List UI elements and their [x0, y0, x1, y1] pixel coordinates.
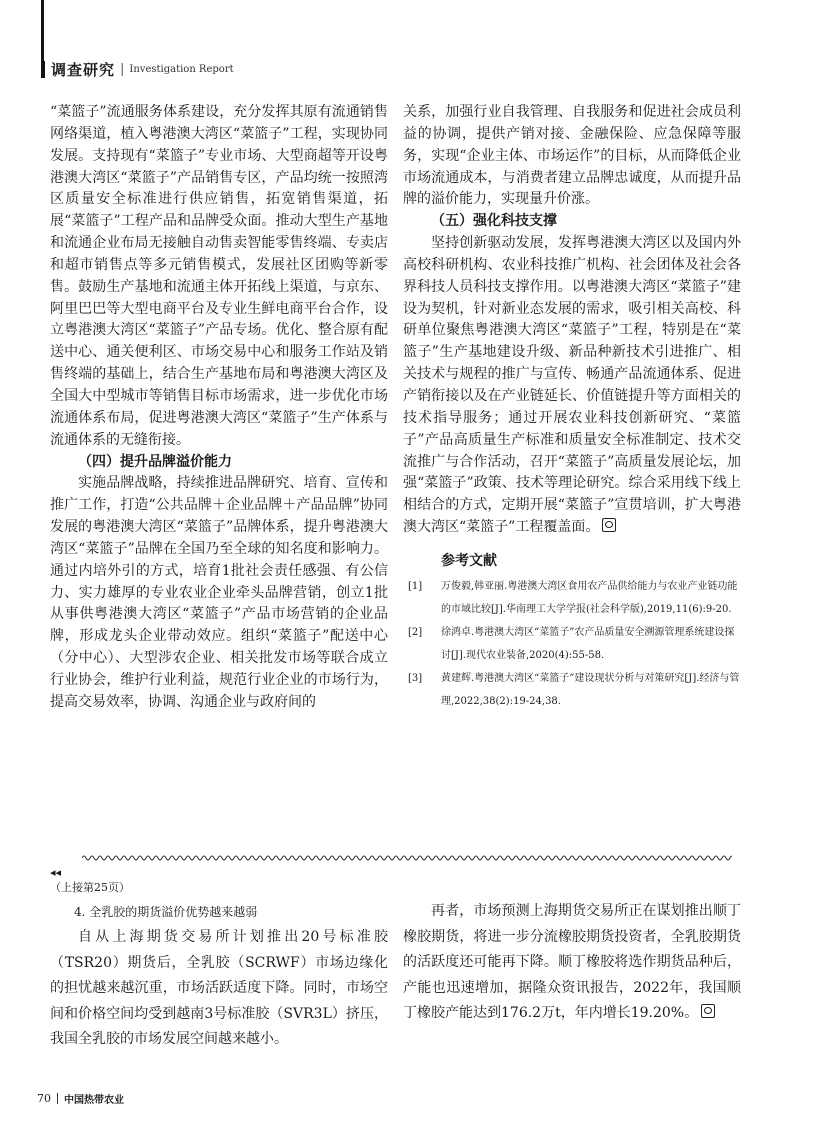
reference-number: [3] — [408, 672, 423, 684]
paragraph-text: 再者，市场预测上海期货交易所正在谋划推出顺丁橡胶期货，将进一步分流橡胶期货投资者，全乳胶期货的活跃度还可能再下降。顺丁橡胶将选作期货品种后，产能也迅速增加，据隆众资讯报告，2022年，我国顺丁橡胶产能达到176.2万t，年内增长19.20%。 — [403, 903, 741, 1022]
reference-number: [2] — [408, 626, 423, 638]
section-heading-4: （四）提升品牌溢价能力 — [78, 453, 232, 470]
footer-separator — [57, 1093, 58, 1104]
reference-item — [403, 575, 741, 621]
reference-text: 万俊毅,韩亚丽.粤港澳大湾区食用农产品供给能力与农业产业链功能的市域比较[J].华南理工大学学报(社会科学版),2019,11(6):9-20. — [441, 580, 738, 615]
paragraph: 自从上海期货交易所计划推出20号标准胶（TSR20）期货后，全乳胶（SCRWF）市场边缘化的担忧越来越沉重，市场活跃适度下降。同时，市场空间和价格空间均受到越南3号标准胶（SVR3L）挤压，我国全乳胶的市场发展空间越来越小。 — [50, 929, 388, 1048]
wavy-divider — [82, 853, 732, 863]
page-footer — [37, 1091, 124, 1106]
reference-item — [403, 621, 741, 667]
top-rule — [41, 0, 44, 62]
paragraph: 实施品牌战略，持续推进品牌研究、培育、宣传和推广工作，打造“公共品牌＋企业品牌＋产品品牌”协同发展的粤港澳大湾区“菜篮子”品牌体系，提升粤港澳大湾区“菜篮子”品牌在全国乃至全球的知名度和影响力。通过内培外引的方式，培育1批社会责任感强、有公信力、实力雄厚的专业农业企业牵头品牌营销，创立1批从事供粤港澳大湾区“菜篮子”产品市场营销的企业品牌，形成龙头企业带动效应。组织“菜篮子”配送中心（分中心）、大型涉农企业、相关批发市场等联合成立行业协会，维护行业利益，规范行业企业的市场行为，提高交易效率，协调、沟通企业与政府间的 — [50, 475, 388, 710]
continuation-left-column — [50, 899, 388, 1053]
paragraph: “菜篮子”流通服务体系建设，充分发挥其原有流通销售网络渠道，植入粤港澳大湾区“菜篮子”工程，实现协同发展。支持现有“菜篮子”专业市场、大型商超等开设粤港澳大湾区“菜篮子”产品销售专区，产品均统一按照湾区质量安全标准进行供应销售，拓宽销售渠道，拓展“菜篮子”工程产品和品牌受众面。推动大型生产基地和流通企业布局无接触自动售卖智能零售终端、专卖店和超市销售点等多元销售模式，发展社区团购等新零售。鼓励生产基地和流通主体开拓线上渠道，与京东、阿里巴巴等大型电商平台及专业生鲜电商平台合作，设立粤港澳大湾区“菜篮子”产品专场。优化、整合原有配送中心、通关便利区、市场交易中心和服务工作站及销售终端的基础上，结合生产基地布局和粤港澳大湾区及全国大中型城市等销售目标市场需求，进一步优化市场流通体系布局，促进粤港澳大湾区“菜篮子”生产体系与流通体系的无缝衔接。 — [50, 104, 388, 448]
reference-number: [1] — [408, 580, 423, 592]
right-column — [403, 102, 741, 713]
paragraph — [403, 899, 741, 1027]
references-title: 参考文献 — [441, 552, 497, 569]
section-title-zh: 调查研究 — [51, 60, 116, 79]
reference-item — [403, 667, 741, 713]
continuation-note: （上接第25页） — [50, 881, 130, 894]
page-number: 70 — [37, 1092, 51, 1105]
journal-name: 中国热带农业 — [64, 1095, 124, 1106]
reference-text: 徐鸿卓.粤港澳大湾区“菜篮子”农产品质量安全溯源管理系统建设探讨[J].现代农业装备,2020(4):55-58. — [441, 626, 735, 661]
journal-end-mark-icon — [602, 518, 616, 532]
continuation-right-column — [403, 899, 741, 1027]
header-separator: | — [120, 61, 125, 77]
section-title-en: Investigation Report — [129, 63, 234, 75]
paragraph-text: 坚持创新驱动发展，发挥粤港澳大湾区以及国内外高校科研机构、农业科技推广机构、社会团体及社会各界科技人员科技支撑作用。以粤港澳大湾区“菜篮子”建设为契机，针对新业态发展的需求，吸引相关高校、科研单位聚焦粤港澳大湾区“菜篮子”工程，特别是在“菜篮子”生产基地建设升级、新品种新技术引进推广、相关技术与规程的推广与宣传、畅通产品流通体系、促进产销衔接以及在产业链延长、价值链提升等方面相关的技术指导服务；通过开展农业科技创新研究、“菜篮子”产品高质量生产标准和质量安全标准制定、技术交流推广与合作活动，召开“菜篮子”高质量发展论坛，加强“菜篮子”政策、技术等理论研究。综合采用线下线上相结合的方式，定期开展“菜篮子”宣贯培训，扩大粤港澳大湾区“菜篮子”工程覆盖面。 — [403, 235, 741, 536]
reference-text: 黄建辉.粤港澳大湾区“菜篮子”建设现状分析与对策研究[J].经济与管理,2022,38(2):19-24,38. — [441, 672, 740, 707]
journal-end-mark-icon — [701, 1004, 715, 1018]
left-column — [50, 102, 388, 714]
continuation-subheading: 4. 全乳胶的期货溢价优势越来越弱 — [74, 905, 258, 919]
continuation-arrow-icon: ◂◂ — [50, 866, 62, 879]
header-marker — [41, 61, 45, 78]
section-header — [41, 58, 234, 80]
section-heading-5: （五）强化科技支撑 — [431, 213, 557, 230]
paragraph — [403, 233, 741, 539]
paragraph: 关系，加强行业自我管理、自我服务和促进社会成员利益的协调，提供产销对接、金融保险、应急保障等服务，实现“企业主体、市场运作”的目标，从而降低企业市场流通成本，与消费者建立品牌忠诚度，从而提升品牌的溢价能力，实现量升价涨。 — [403, 104, 741, 208]
